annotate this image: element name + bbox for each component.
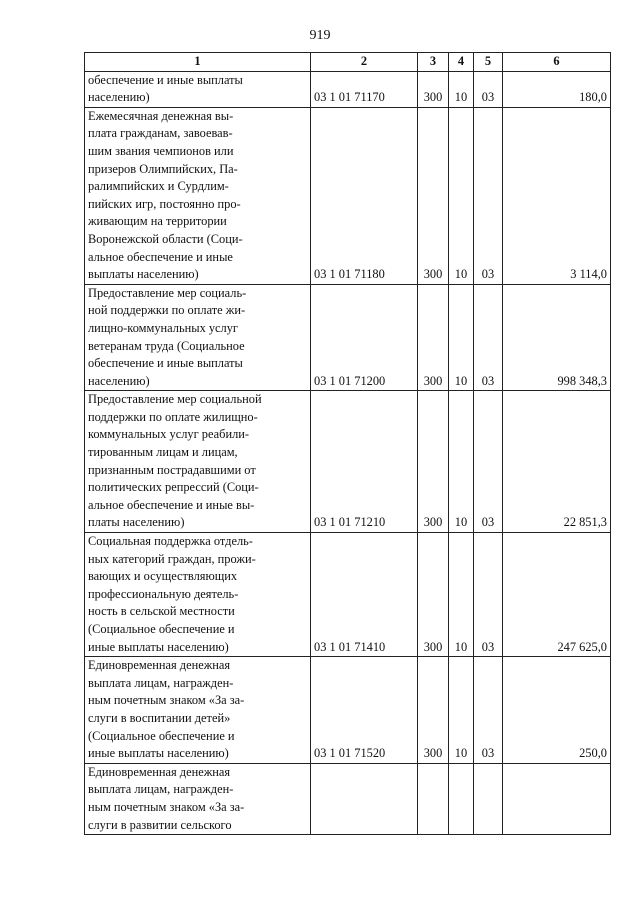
row-code: 03 1 01 71520 (311, 657, 418, 764)
row-description: Социальная поддержка отдель- ных категорий граждан, прожи- вающих и осуществляющих профессиональную деятель- ность в сельской местности (Социальное обеспечение и иные выплаты населению) (85, 533, 311, 657)
table-row (85, 71, 611, 107)
row-code: 03 1 01 71410 (311, 533, 418, 657)
column-header: 2 (311, 53, 418, 72)
column-header: 5 (474, 53, 503, 72)
row-c5 (474, 763, 503, 834)
row-description: Единовременная денежная выплата лицам, награжден- ным почетным знаком «За за- слуги в развитии сельского (85, 763, 311, 834)
row-c3 (418, 763, 449, 834)
row-description: Предоставление мер социальной поддержки по оплате жилищно- коммунальных услуг реабили- тированным лицам и лицам, признанным пострадавшими от политических репрессий (Соци- альное обеспечение и иные вы- платы населению) (85, 391, 311, 533)
row-description: Единовременная денежная выплата лицам, награжден- ным почетным знаком «За за- слуги в воспитании детей» (Социальное обеспечение и иные выплаты населению) (85, 657, 311, 764)
table-row (85, 391, 611, 533)
row-amount: 180,0 (503, 71, 611, 107)
row-c5: 03 (474, 71, 503, 107)
row-c4: 10 (449, 533, 474, 657)
row-amount: 3 114,0 (503, 107, 611, 284)
table-row (85, 763, 611, 834)
row-c5: 03 (474, 533, 503, 657)
row-code: 03 1 01 71200 (311, 284, 418, 391)
table-row (85, 657, 611, 764)
row-c5: 03 (474, 391, 503, 533)
row-c3: 300 (418, 107, 449, 284)
row-code: 03 1 01 71210 (311, 391, 418, 533)
row-c5: 03 (474, 657, 503, 764)
column-header: 6 (503, 53, 611, 72)
table-row (85, 107, 611, 284)
row-amount: 250,0 (503, 657, 611, 764)
page-number: 919 (309, 28, 331, 43)
row-c4 (449, 763, 474, 834)
row-description: Ежемесячная денежная вы- плата гражданам, завоевав- шим звания чемпионов или призеров Олимпийских, Па- ралимпийских и Сурдлим- пийских игр, постоянно про- живающим на территории Воронежской области (Соци- альное обеспечение и иные выплаты населению) (85, 107, 311, 284)
table-row (85, 533, 611, 657)
row-c4: 10 (449, 391, 474, 533)
row-c3: 300 (418, 284, 449, 391)
column-header: 3 (418, 53, 449, 72)
column-header: 1 (85, 53, 311, 72)
row-amount (503, 763, 611, 834)
row-c3: 300 (418, 657, 449, 764)
column-header: 4 (449, 53, 474, 72)
row-c4: 10 (449, 657, 474, 764)
budget-table (84, 52, 611, 835)
row-description: обеспечение и иные выплаты населению) (85, 71, 311, 107)
table-header-row (85, 53, 611, 72)
row-code: 03 1 01 71170 (311, 71, 418, 107)
row-code: 03 1 01 71180 (311, 107, 418, 284)
row-c3: 300 (418, 533, 449, 657)
row-c4: 10 (449, 107, 474, 284)
row-c5: 03 (474, 107, 503, 284)
row-description: Предоставление мер социаль- ной поддержки по оплате жи- лищно-коммунальных услуг ветеранам труда (Социальное обеспечение и иные выплаты населению) (85, 284, 311, 391)
row-c3: 300 (418, 71, 449, 107)
row-c4: 10 (449, 284, 474, 391)
row-c5: 03 (474, 284, 503, 391)
row-amount: 247 625,0 (503, 533, 611, 657)
row-c3: 300 (418, 391, 449, 533)
row-amount: 22 851,3 (503, 391, 611, 533)
row-amount: 998 348,3 (503, 284, 611, 391)
row-code (311, 763, 418, 834)
row-c4: 10 (449, 71, 474, 107)
table-row (85, 284, 611, 391)
